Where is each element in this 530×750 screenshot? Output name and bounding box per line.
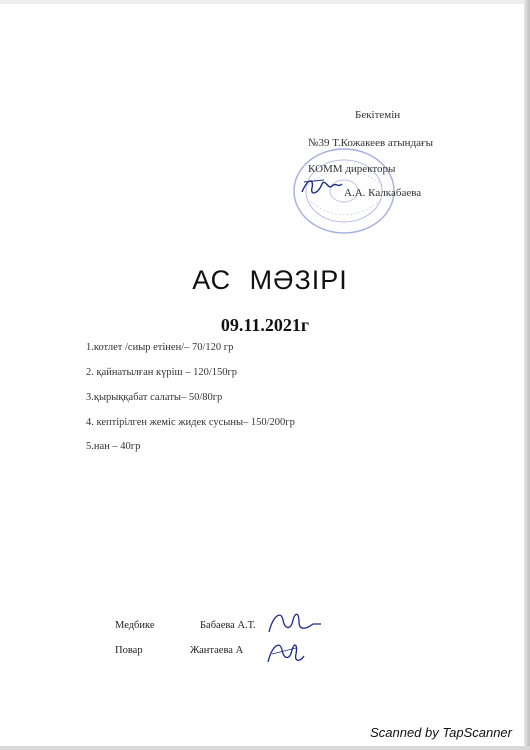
cook-name: Жантаева А (190, 645, 244, 656)
page-title (0, 265, 530, 296)
scan-edge-top (0, 0, 530, 4)
nurse-name: Бабаева А.Т. (200, 620, 256, 631)
list-item: 4. кептірілген жеміс жидек сусыны– 150/200гр (86, 417, 295, 428)
scan-edge-bottom (0, 746, 530, 750)
scanner-watermark: Scanned by TapScanner (370, 725, 512, 740)
list-item: 5.нан – 40гр (86, 441, 141, 452)
title-word-2: МӘЗІРІ (249, 265, 348, 295)
director-signature (298, 174, 346, 200)
list-item: 2. қайнатылған күріш – 120/150гр (86, 367, 238, 378)
nurse-role: Медбике (115, 620, 155, 631)
approval-school: №39 Т.Кожакеев атындағы (308, 137, 433, 149)
list-item: 1.котлет /сиыр етінен/– 70/120 гр (86, 342, 234, 353)
title-word-1: АС (192, 265, 232, 295)
menu-date: 09.11.2021г (220, 315, 310, 335)
approval-heading: Бекітемін (355, 109, 401, 121)
cook-role: Повар (115, 645, 143, 656)
list-item: 3.қырыққабат салаты– 50/80гр (86, 392, 223, 403)
nurse-signature (265, 608, 325, 638)
approval-director-name: А.А. Калкабаева (344, 187, 422, 199)
approval-position: КОММ директоры (308, 163, 396, 175)
cook-signature (262, 636, 306, 668)
scan-edge-right (524, 0, 530, 750)
